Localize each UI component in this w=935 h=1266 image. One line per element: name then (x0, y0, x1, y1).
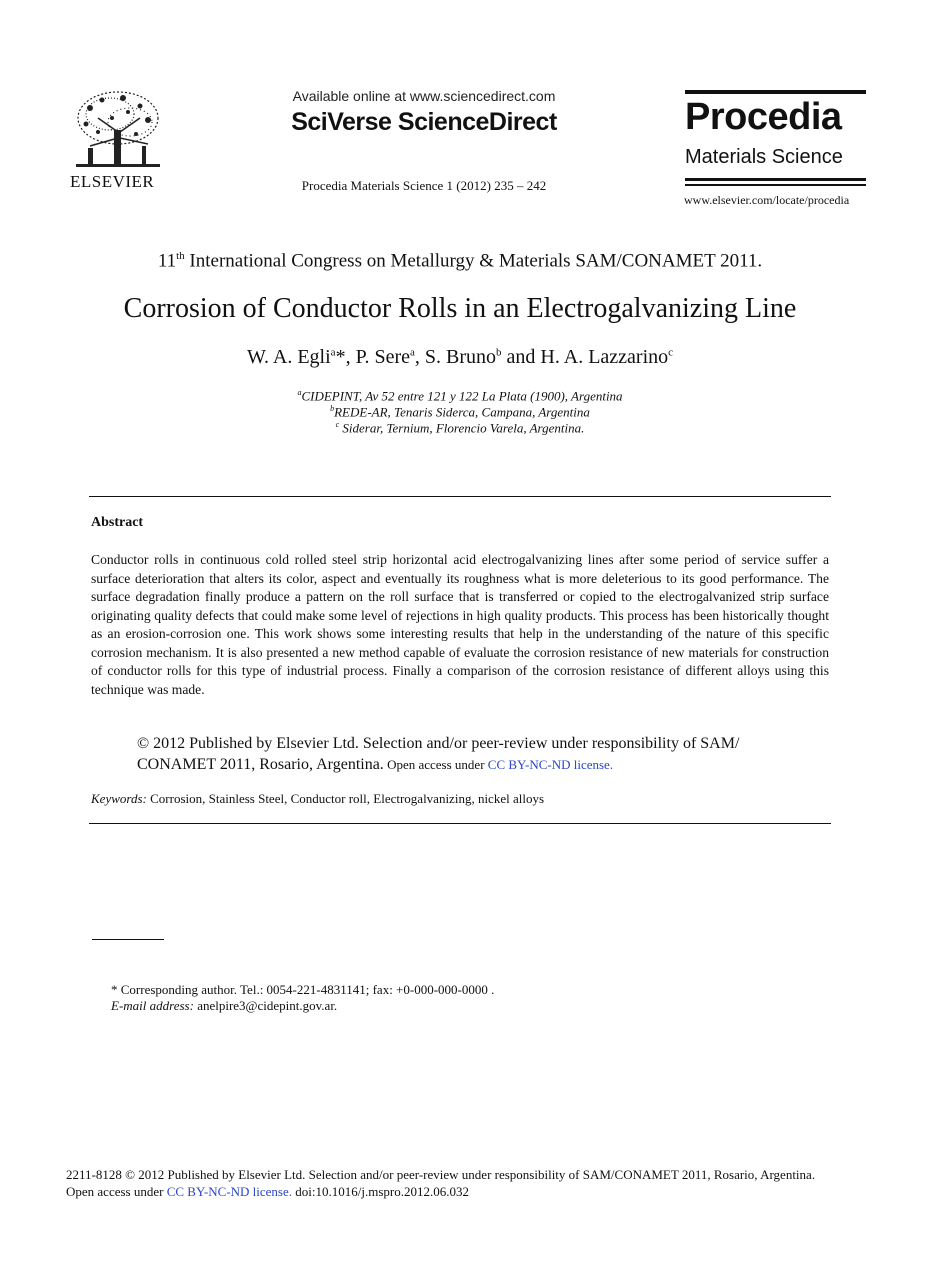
procedia-logo-bar-top (685, 90, 866, 94)
author-affiliation-mark: c (668, 346, 674, 359)
affiliation-text: Siderar, Ternium, Florencio Varela, Argentina. (339, 420, 585, 436)
procedia-logo-bar-bottom (685, 184, 866, 186)
procedia-logo (685, 90, 866, 187)
doi[interactable]: doi:10.1016/j.mspro.2012.06.032 (292, 1184, 469, 1199)
open-access-text: Open access under (383, 757, 488, 772)
sciverse-sciencedirect-logo: SciVerse ScienceDirect (291, 108, 557, 136)
footer-open-access-text: Open access under (66, 1184, 167, 1199)
author-separator: and (501, 346, 541, 368)
author-name: H. A. Lazzarino (540, 346, 669, 368)
congress-ordinal-suffix: th (176, 250, 185, 262)
email-address[interactable]: anelpire3@cidepint.gov.ar. (193, 998, 338, 1013)
author-name: S. Bruno (424, 346, 497, 368)
author-name: W. A. Egli (246, 346, 331, 368)
author-list (0, 346, 920, 369)
copyright-notice (137, 733, 787, 775)
author-affiliation-mark: b (496, 346, 502, 359)
affiliation (0, 404, 920, 420)
journal-url[interactable]: www.elsevier.com/locate/procedia (684, 193, 850, 207)
author-separator: , (414, 346, 425, 368)
congress-ordinal-number: 11 (157, 250, 177, 272)
publisher-name: ELSEVIER (70, 172, 155, 191)
copyright-text: © 2012 Published by Elsevier Ltd. Selection and/or peer-review under responsibility of SAM/ CONAMET 2011, Rosario, Argentina. (137, 735, 740, 773)
keywords (91, 791, 544, 807)
affiliation-mark: c (335, 420, 340, 429)
license-link[interactable]: CC BY-NC-ND license. (487, 757, 614, 772)
author-affiliation-mark: a (330, 346, 336, 359)
journal-reference: Procedia Materials Science 1 (2012) 235 – 242 (301, 178, 547, 193)
keywords-text: Corrosion, Stainless Steel, Conductor roll, Electrogalvanizing, nickel alloys (146, 791, 545, 806)
procedia-logo-title: Procedia (685, 96, 842, 138)
abstract-heading: Abstract (91, 515, 144, 530)
affiliation (0, 388, 920, 404)
email-label: E-mail address: (111, 998, 194, 1013)
procedia-logo-subtitle: Materials Science (685, 146, 843, 168)
footer-license-link[interactable]: CC BY-NC-ND license. (166, 1184, 293, 1199)
footnote-rule (92, 939, 164, 940)
abstract-body: Conductor rolls in continuous cold rolled steel strip horizontal acid electrogalvanizing lines after some period of service suffer a surface deterioration that alters its color, aspect and eventually its roughness what is more deleterious to its good performance. The surface degradation finally produce a pattern on the roll surface that is transferred or copied to the electrogalvanized strip surface originating quality defects that could make some level of rejections in high quality products. This process has been historically thought as an erosion-corrosion one. This work shows some interesting results that help in the understanding of the nature of this specific corrosion mechanism. It is also presented a new method capable of evaluate the corrosion resistance of new materials for construction of conductor rolls for this type of industrial process. Finally a comparison of the corrosion resistance of different alloys using this technique was made. (91, 552, 829, 697)
affiliation-mark: a (297, 388, 302, 397)
procedia-logo-bar-mid (685, 178, 866, 181)
author-name: P. Sere (355, 346, 411, 368)
paper-title: Corrosion of Conductor Rolls in an Electrogalvanizing Line (123, 293, 797, 324)
issn-copyright-line: 2211-8128 © 2012 Published by Elsevier Ltd. Selection and/or peer-review under responsibility of SAM/CONAMET 2011, Rosario, Argentina. (66, 1167, 816, 1182)
footer-open-access-line (66, 1184, 469, 1200)
author-separator: *, (335, 346, 356, 368)
congress-line (0, 250, 920, 272)
corresponding-author-footnote: * Corresponding author. Tel.: 0054-221-4831141; fax: +0-000-000-0000 . (111, 982, 495, 997)
affiliation-mark: b (330, 404, 335, 413)
affiliation-text: CIDEPINT, Av 52 entre 121 y 122 La Plata (1900), Argentina (301, 388, 623, 404)
affiliation (0, 420, 920, 436)
email-footnote (111, 998, 337, 1014)
divider-bottom (89, 823, 831, 824)
congress-text: International Congress on Metallurgy & Materials SAM/CONAMET 2011. (189, 250, 763, 272)
keywords-label: Keywords: (91, 791, 147, 806)
affiliation-text: REDE-AR, Tenaris Siderca, Campana, Argentina (334, 404, 590, 420)
available-online-text: Available online at www.sciencedirect.com (292, 88, 556, 104)
divider-top (89, 496, 831, 497)
author-affiliation-mark: a (410, 346, 415, 359)
